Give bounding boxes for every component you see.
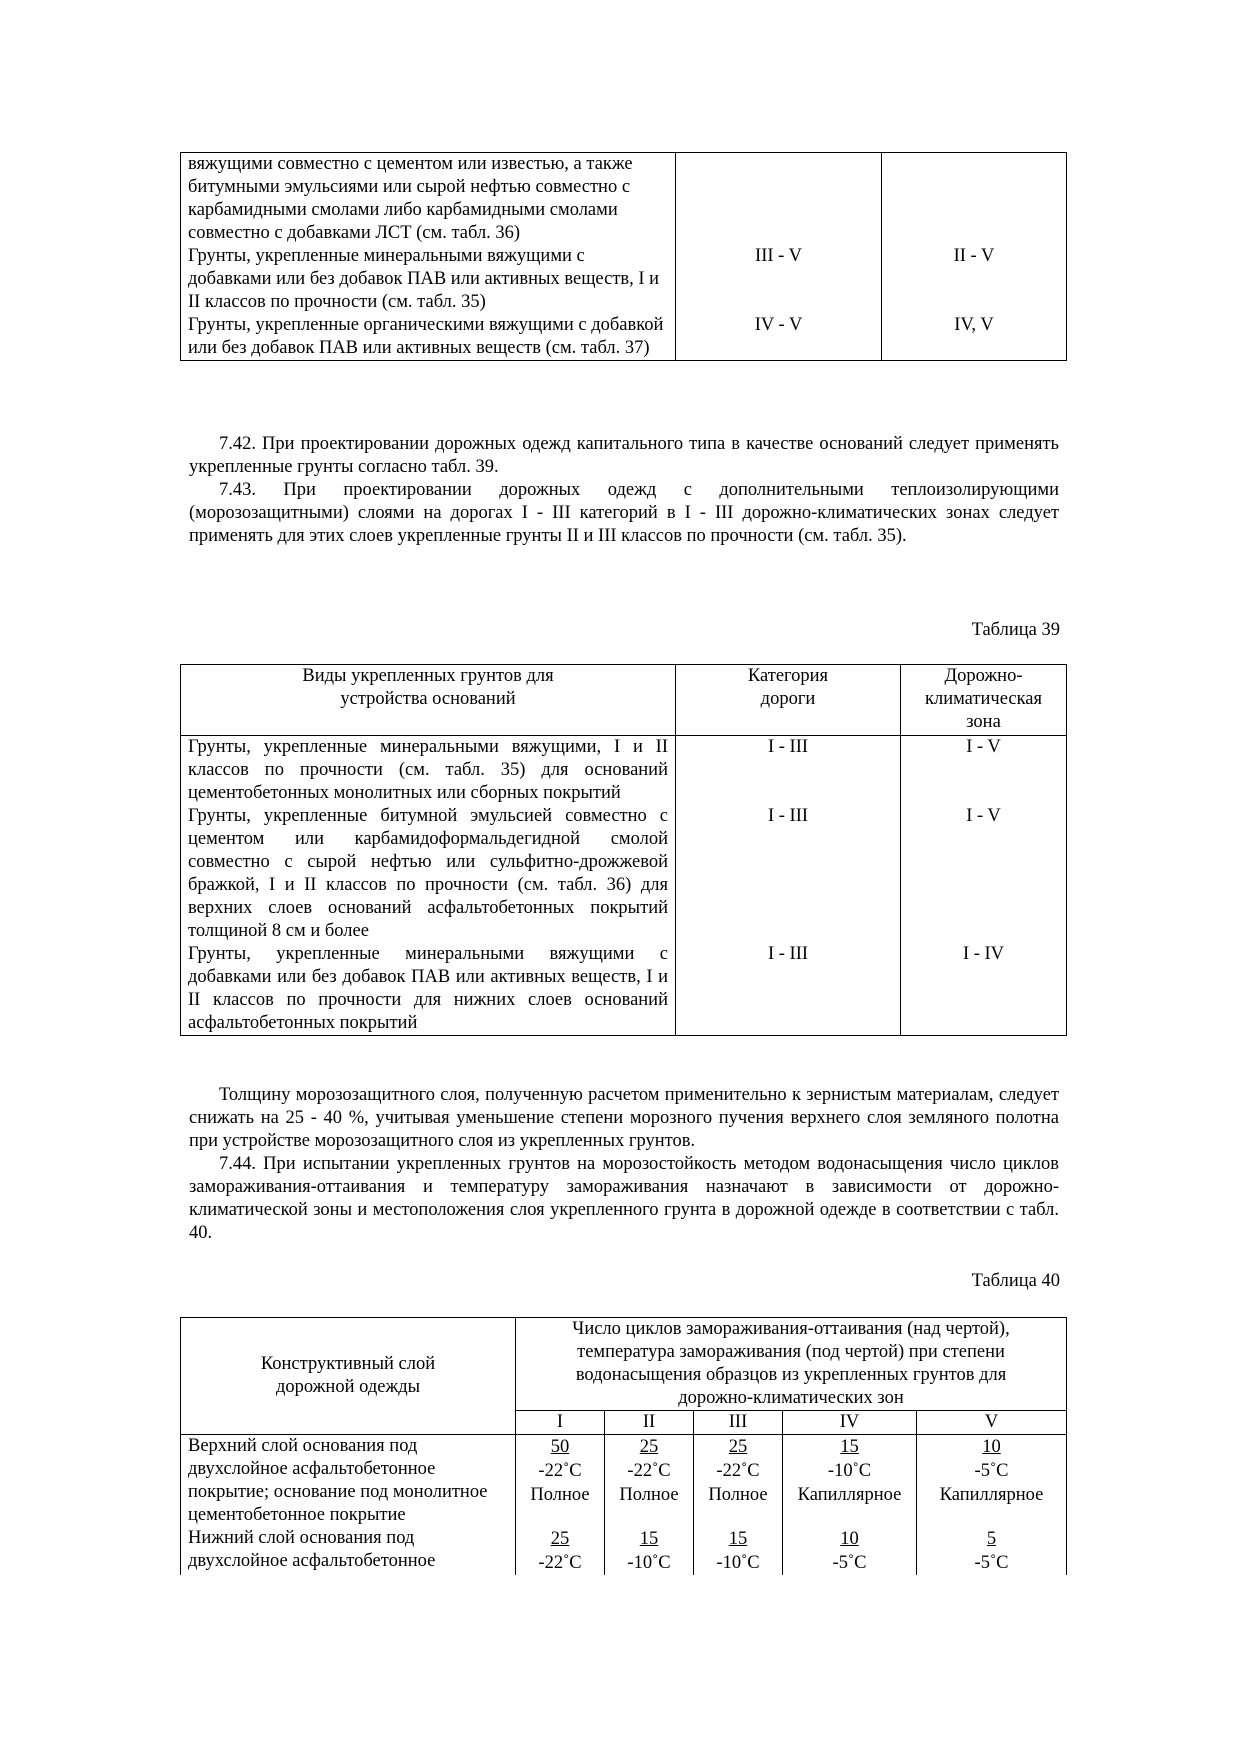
table-row [181,153,1067,246]
header-road-category: Категория дороги [676,665,901,736]
paragraph-7-43: 7.43. При проектировании дорожных одежд с дополнительными теплоизолирующими (морозозащитными) слоями на дорогах I - III категорий в I - III дорожно-климатических зонах следует применять для этих слоев укрепленные грунты II и III классов по прочности (см. табл. 35). [189,480,1059,546]
table-cell-zone: IV, V [882,314,1067,361]
table-cell-zone [882,153,1067,246]
saturation-value: Полное [530,1485,590,1505]
table-header-row [181,1318,1067,1411]
table-row [181,805,1067,943]
table-cell-zone: I - V [901,736,1067,806]
cycles-value: 5 [986,1529,997,1549]
table-row [181,314,1067,361]
temperature-value: -5˚С [832,1553,867,1573]
zone-header: III [694,1411,783,1435]
zone-header: II [605,1411,694,1435]
table-cell-name: Грунты, укрепленные минеральными вяжущими с добавками или без добавок ПАВ или активных веществ, I и II классов по прочности для нижних слоев оснований асфальтобетонных покрытий [181,943,676,1036]
table-cell-value [694,1527,783,1575]
table-40 [180,1317,1067,1575]
zone-header: I [516,1411,605,1435]
table-cell-name: Грунты, укрепленные минеральными вяжущими с добавками или без добавок ПАВ или активных веществ, I и II классов по прочности (см. табл. 35) [181,245,676,314]
cycles-value: 15 [728,1529,748,1549]
cycles-value: 25 [639,1437,659,1457]
table-row [181,1527,1067,1575]
saturation-value: Капиллярное [939,1485,1044,1505]
table-cell-name: Грунты, укрепленные органическими вяжущими с добавкой или без добавок ПАВ или активных веществ (см. табл. 37) [181,314,676,361]
table-cell-category: III - V [676,245,882,314]
cycles-value: 25 [550,1529,570,1549]
table-cell-zone: II - V [882,245,1067,314]
temperature-value: -22˚С [538,1461,582,1481]
temperature-value: -10˚С [627,1553,671,1573]
table-previous-continuation [180,152,1067,361]
cycles-value: 15 [840,1437,859,1457]
temperature-value: -10˚С [716,1553,760,1573]
table-row [181,943,1067,1036]
table-cell-zone: I - V [901,805,1067,943]
table-cell-category: I - III [676,805,901,943]
temperature-value: -5˚С [974,1553,1009,1573]
table-cell-value [605,1435,694,1528]
saturation-value: Полное [619,1485,679,1505]
paragraph-7-42: 7.42. При проектировании дорожных одежд капитального типа в качестве оснований следует применять укрепленные грунты согласно табл. 39. [189,434,1059,477]
table-39 [180,664,1067,1036]
table-cell-category: I - III [676,736,901,806]
table-cell-value [516,1527,605,1575]
temperature-value: -5˚С [974,1461,1009,1481]
table-cell-name: Грунты, укрепленные битумной эмульсией совместно с цементом или карбамидоформальдегидной смолой совместно с сырой нефтью или сульфитно-дрожжевой бражкой, I и II классов по прочности (см. табл. 36) для верхних слоев оснований асфальтобетонных покрытий толщиной 8 см и более [181,805,676,943]
table-cell-category: IV - V [676,314,882,361]
table-cell-value [783,1527,917,1575]
table-cell-layer: Верхний слой основания под двухслойное асфальтобетонное покрытие; основание под монолитное цементобетонное покрытие [181,1435,516,1528]
header-climate-zone: Дорожно-климатическая зона [901,665,1067,736]
table-cell-category: I - III [676,943,901,1036]
table-row [181,1435,1067,1528]
temperature-value: -22˚С [627,1461,671,1481]
header-soil-types: Виды укрепленных грунтов для устройства оснований [181,665,676,736]
table-cell-value [917,1527,1067,1575]
table-40-caption: Таблица 40 [971,1271,1060,1291]
paragraph-frost-layer: Толщину морозозащитного слоя, полученную расчетом применительно к зернистым материалам, следует снижать на 25 - 40 %, учитывая уменьшение степени морозного пучения верхнего слоя земляного полотна при устройстве морозозащитного слоя из укрепленных грунтов. [189,1085,1059,1151]
cycles-value: 10 [840,1529,859,1549]
temperature-value: -22˚С [716,1461,760,1481]
cycles-value: 15 [639,1529,659,1549]
cycles-value: 50 [550,1437,570,1457]
table-cell-value [694,1435,783,1528]
header-cycles: Число циклов замораживания-оттаивания (над чертой), температура замораживания (под чертой) при степени водонасыщения образцов из укрепленных грунтов для дорожно-климатических зон [516,1318,1067,1411]
table-cell-zone: I - IV [901,943,1067,1036]
table-cell-value [605,1527,694,1575]
table-cell-value [783,1435,917,1528]
table-cell-category [676,153,882,246]
zone-header: IV [783,1411,917,1435]
table-row [181,736,1067,806]
zone-header: V [917,1411,1067,1435]
temperature-value: -22˚С [538,1553,582,1573]
body-text-section-1 [189,433,1059,548]
table-cell-name: вяжущими совместно с цементом или известью, а также битумными эмульсиями или сырой нефтью совместно с карбамидными смолами либо карбамидными смолами совместно с добавками ЛСТ (см. табл. 36) [181,153,676,246]
saturation-value: Полное [708,1485,768,1505]
table-39-caption: Таблица 39 [971,620,1060,640]
body-text-section-2 [189,1084,1059,1245]
table-cell-layer: Нижний слой основания под двухслойное асфальтобетонное [181,1527,516,1575]
temperature-value: -10˚С [827,1461,872,1481]
header-layer: Конструктивный слой дорожной одежды [181,1318,516,1435]
table-row [181,245,1067,314]
table-header-row [181,665,1067,736]
paragraph-7-44: 7.44. При испытании укрепленных грунтов на морозостойкость методом водонасыщения число циклов замораживания-оттаивания и температуру замораживания назначают в зависимости от дорожно-климатической зоны и местоположения слоя укрепленного грунта в дорожной одежде в соответствии с табл. 40. [189,1154,1059,1243]
saturation-value: Капиллярное [797,1485,902,1505]
table-cell-name: Грунты, укрепленные минеральными вяжущими, I и II классов по прочности (см. табл. 35) для оснований цементобетонных монолитных или сборных покрытий [181,736,676,806]
table-cell-value [516,1435,605,1528]
cycles-value: 25 [728,1437,748,1457]
cycles-value: 10 [982,1437,1001,1457]
table-cell-value [917,1435,1067,1528]
